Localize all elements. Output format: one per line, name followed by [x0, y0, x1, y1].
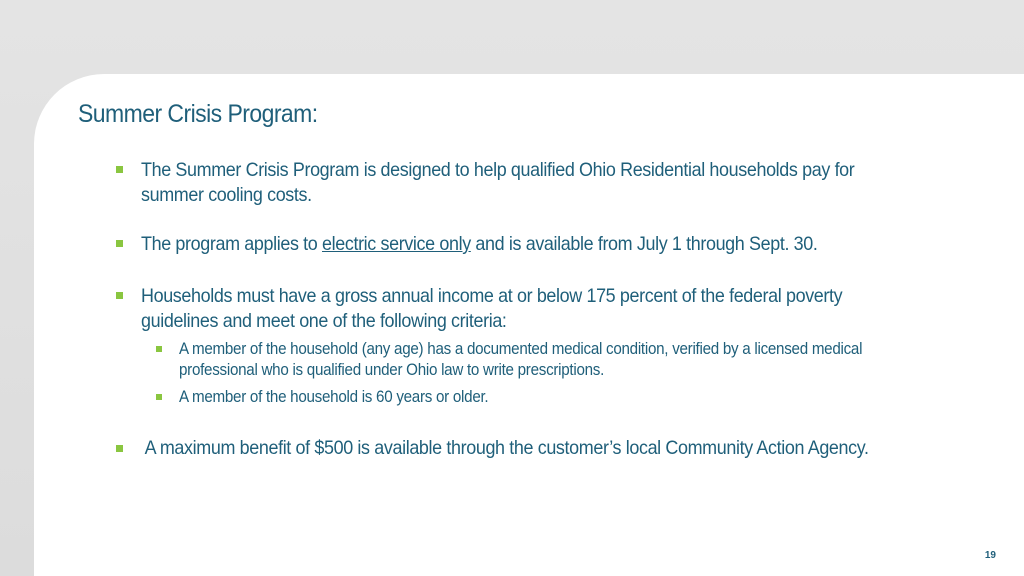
sub-bullet-1-line2: professional who is qualified under Ohio law to write prescriptions. — [179, 361, 605, 379]
bullet-3 — [141, 284, 991, 334]
bullet-marker — [116, 292, 123, 299]
bullet-4 — [141, 436, 991, 461]
sub-bullet-marker — [156, 346, 162, 352]
bullet-1-line2: summer cooling costs. — [141, 184, 312, 206]
bullet-3-line2: guidelines and meet one of the following criteria: — [141, 310, 507, 332]
bullet-marker — [116, 445, 123, 452]
bullet-2 — [141, 232, 991, 257]
page-number: 19 — [984, 550, 996, 561]
sub-bullet-1-line1: A member of the household (any age) has a documented medical condition, verified by a licensed medical — [179, 340, 863, 358]
bullet-1 — [141, 158, 991, 208]
sub-bullet-2-text: A member of the household is 60 years or older. — [179, 388, 489, 406]
slide-title: Summer Crisis Program: — [78, 100, 318, 128]
sub-bullet-1 — [179, 339, 1009, 381]
bullet-marker — [116, 166, 123, 173]
bullet-4-text: A maximum benefit of $500 is available through the customer’s local Community Action Agency. — [141, 437, 869, 459]
sub-bullet-marker — [156, 394, 162, 400]
bullet-3-line1: Households must have a gross annual income at or below 175 percent of the federal poverty — [141, 285, 843, 307]
bullet-2-text-after: and is available from July 1 through Sept. 30. — [470, 233, 818, 255]
bullet-1-line1: The Summer Crisis Program is designed to help qualified Ohio Residential households pay for — [141, 159, 855, 181]
bullet-2-underlined-text: electric service only — [322, 233, 471, 255]
sub-bullet-2 — [179, 387, 1009, 408]
bullet-2-text-before: The program applies to — [141, 233, 323, 255]
bullet-marker — [116, 240, 123, 247]
